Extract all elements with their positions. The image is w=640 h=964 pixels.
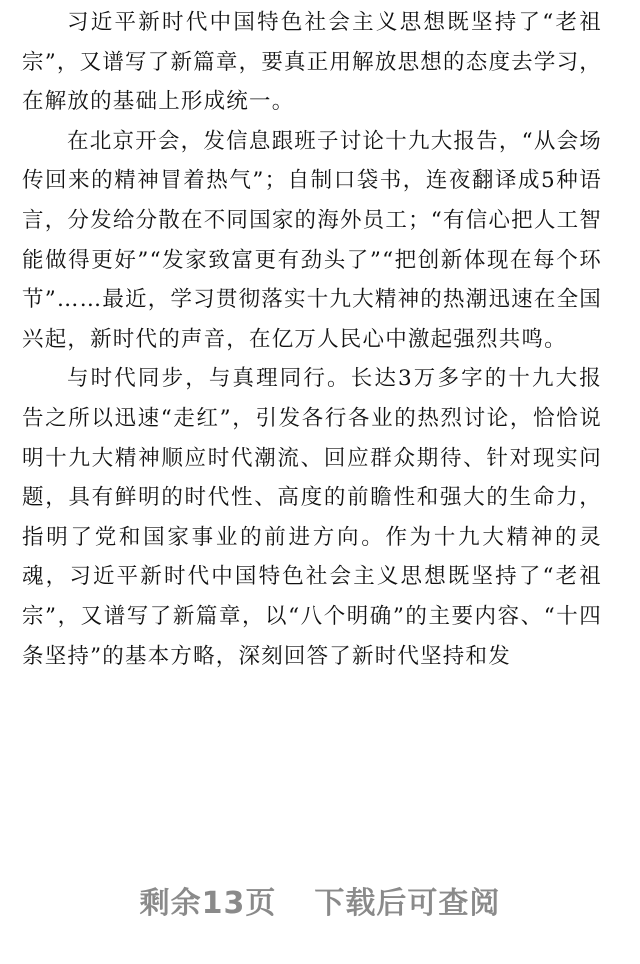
preview-limit-banner[interactable] — [0, 882, 640, 926]
paragraph-2: 在北京开会，发信息跟班子讨论十九大报告，“从会场传回来的精神冒着热气”；自制口袋书，连夜翻译成5种语言，分发给分散在不同国家的海外员工；“有信心把人工智能做得更好”“发家致富更有劲头了”“把创新体现在每个环节”……最近，学习贯彻落实十九大精神的热潮迅速在全国兴起，新时代的声音，在亿万人民心中激起强烈共鸣。 — [22, 128, 602, 352]
remaining-pages-label: 剩余13页 — [139, 886, 277, 921]
document-body — [22, 0, 602, 676]
paragraph-3: 与时代同步，与真理同行。长达3万多字的十九大报告之所以迅速“走红”，引发各行各业的热烈讨论，恰恰说明十九大精神顺应时代潮流、回应群众期待、针对现实问题，具有鲜明的时代性、高度的前瞻性和强大的生命力，指明了党和国家事业的前进方向。作为十九大精神的灵魂，习近平新时代中国特色社会主义思想既坚持了“老祖宗”，又谱写了新篇章，以“八个明确”的主要内容、“十四条坚持”的基本方略，深刻回答了新时代坚持和发 — [22, 366, 602, 669]
download-hint-label: 下载后可查阅 — [314, 886, 501, 921]
paragraph-1: 习近平新时代中国特色社会主义思想既坚持了“老祖宗”，又谱写了新篇章，要真正用解放思想的态度去学习，在解放的基础上形成统一。 — [22, 10, 602, 115]
